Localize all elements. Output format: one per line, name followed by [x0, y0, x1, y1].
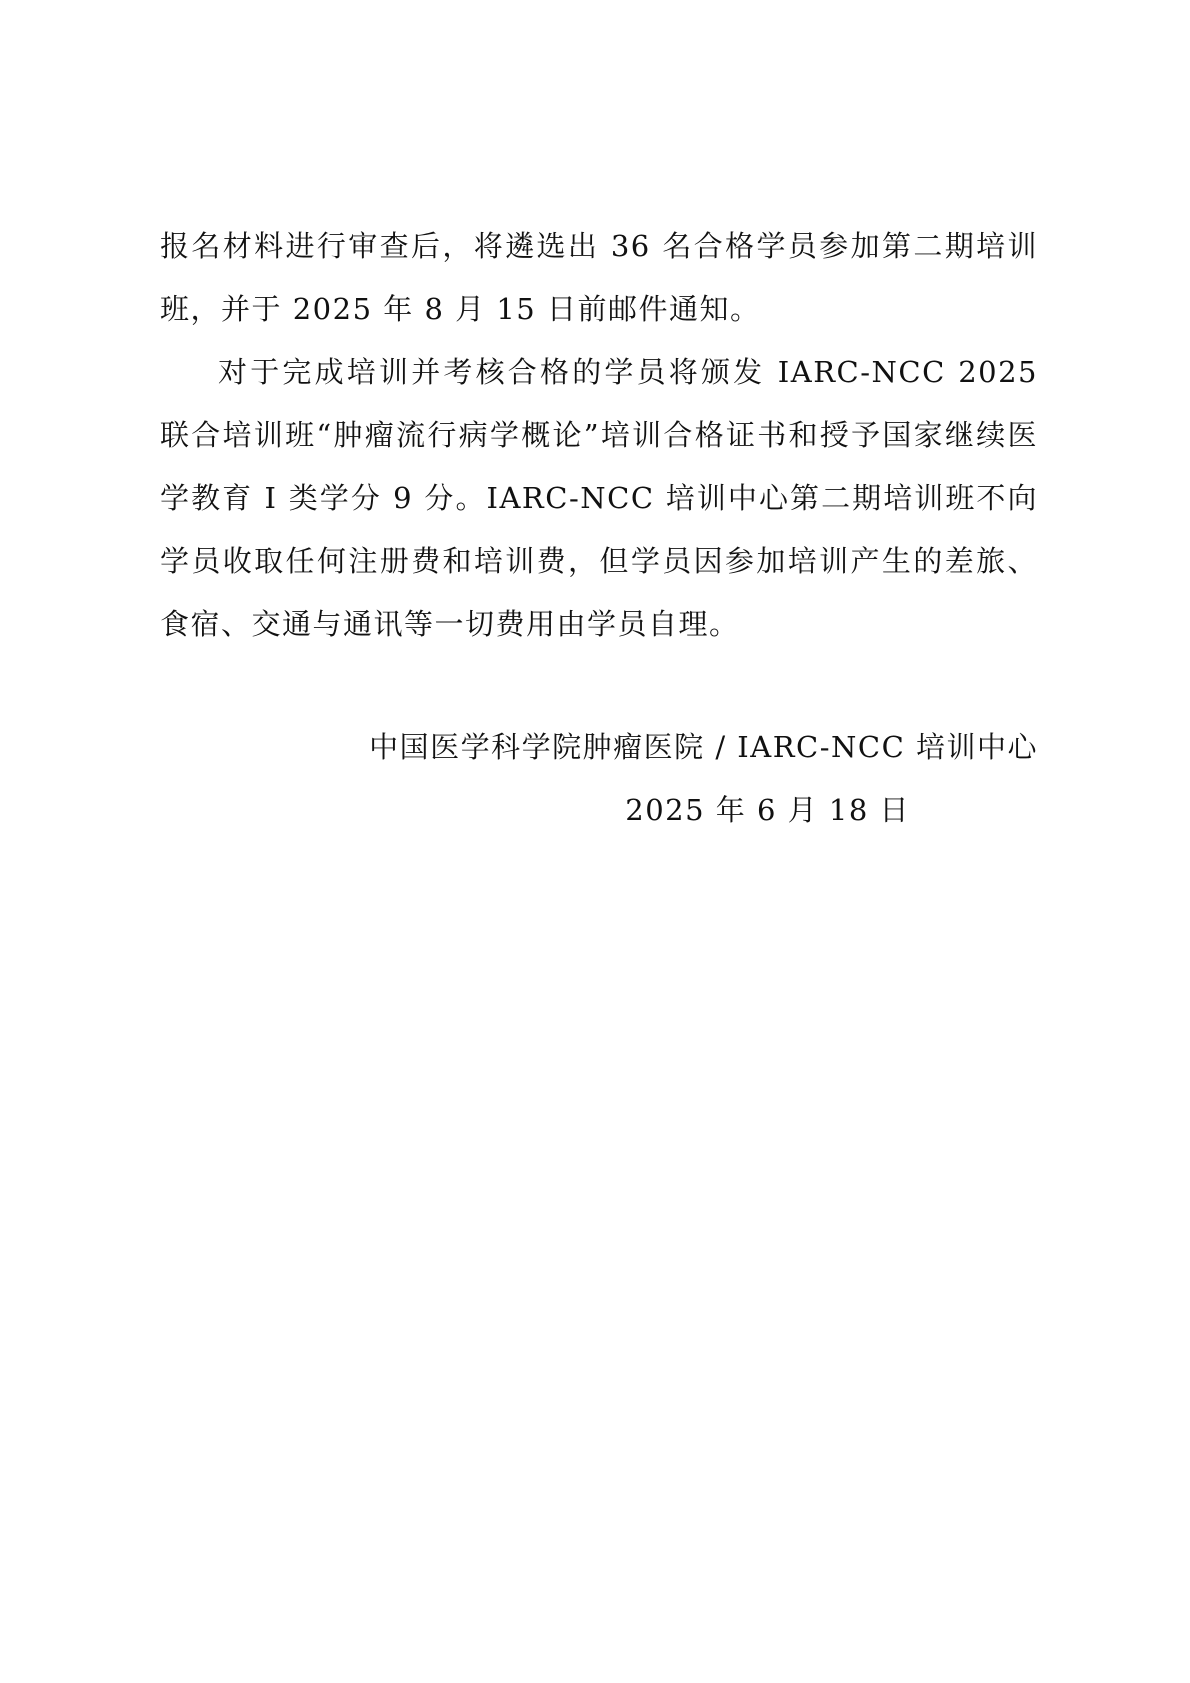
signature-organization: 中国医学科学院肿瘤医院 / IARC-NCC 培训中心	[369, 730, 1038, 764]
document-body	[160, 215, 1038, 656]
signature-date: 2025 年 6 月 18 日	[625, 793, 910, 827]
paragraph-certificate-and-fees: 对于完成培训并考核合格的学员将颁发 IARC-NCC 2025 联合培训班“肿瘤流行病学概论”培训合格证书和授予国家继续医学教育 I 类学分 9 分。IARC-NCC 培训中心第二期培训班不向学员收取任何注册费和培训费，但学员因参加培训产生的差旅、食宿、交通与通讯等一切费用由学员自理。	[160, 355, 1038, 641]
paragraph-continued: 报名材料进行审查后，将遴选出 36 名合格学员参加第二期培训班，并于 2025 年 8 月 15 日前邮件通知。	[160, 229, 1038, 326]
